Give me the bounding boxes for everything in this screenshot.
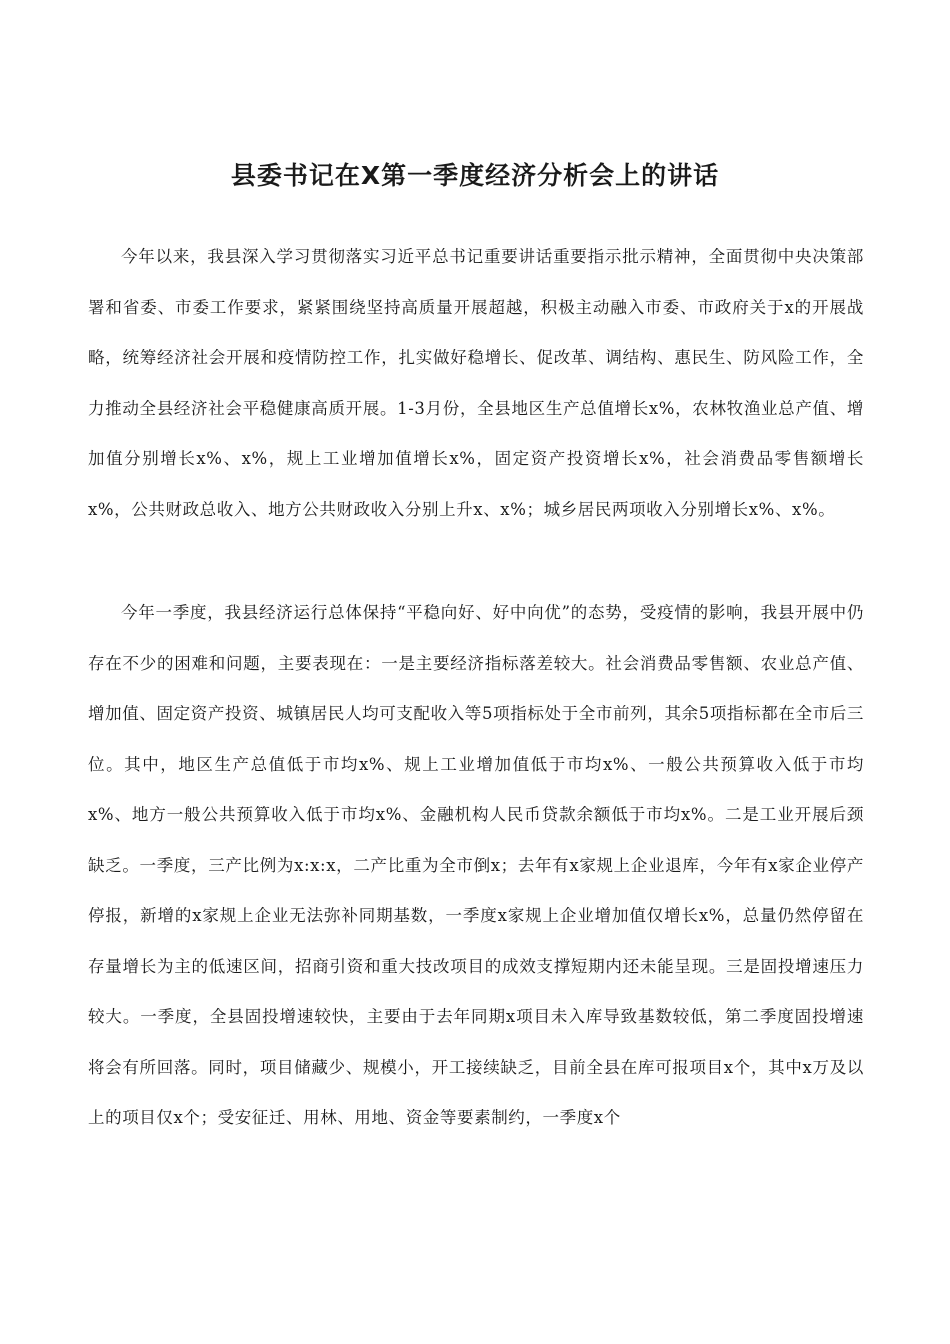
document-title: 县委书记在X第一季度经济分析会上的讲话 xyxy=(230,161,720,190)
paragraph-1: 今年以来，我县深入学习贯彻落实习近平总书记重要讲话重要指示批示精神，全面贯彻中央决策部署和省委、市委工作要求，紧紧围绕坚持高质量开展超越，积极主动融入市委、市政府关于x的开展战略，统筹经济社会开展和疫情防控工作，扎实做好稳增长、促改革、调结构、惠民生、防风险工作，全力推动全县经济社会平稳健康高质开展。1-3月份，全县地区生产总值增长x%，农林牧渔业总产值、增加值分别增长x%、x%，规上工业增加值增长x%，固定资产投资增长x%，社会消费品零售额增长x%，公共财政总收入、地方公共财政收入分别上升x、x%；城乡居民两项收入分别增长x%、x%。 xyxy=(88,247,864,519)
paragraph-2: 今年一季度，我县经济运行总体保持“平稳向好、好中向优”的态势，受疫情的影响，我县开展中仍存在不少的困难和问题，主要表现在：一是主要经济指标落差较大。社会消费品零售额、农业总产值、增加值、固定资产投资、城镇居民人均可支配收入等5项指标处于全市前列，其余5项指标都在全市后三位。其中，地区生产总值低于市均x%、规上工业增加值低于市均x%、一般公共预算收入低于市均x%、地方一般公共预算收入低于市均x%、金融机构人民币贷款余额低于市均x%。二是工业开展后颈缺乏。一季度，三产比例为x:x:x，二产比重为全市倒x；去年有x家规上企业退库，今年有x家企业停产停报，新增的x家规上企业无法弥补同期基数，一季度x家规上企业增加值仅增长x%，总量仍然停留在存量增长为主的低速区间，招商引资和重大技改项目的成效支撑短期内还未能呈现。三是固投增速压力较大。一季度，全县固投增速较快，主要由于去年同期x项目未入库导致基数较低，第二季度固投增速将会有所回落。同时，项目储藏少、规模小，开工接续缺乏，目前全县在库可报项目x个，其中x万及以上的项目仅x个；受安征迁、用林、用地、资金等要素制约，一季度x个 xyxy=(88,603,864,1127)
